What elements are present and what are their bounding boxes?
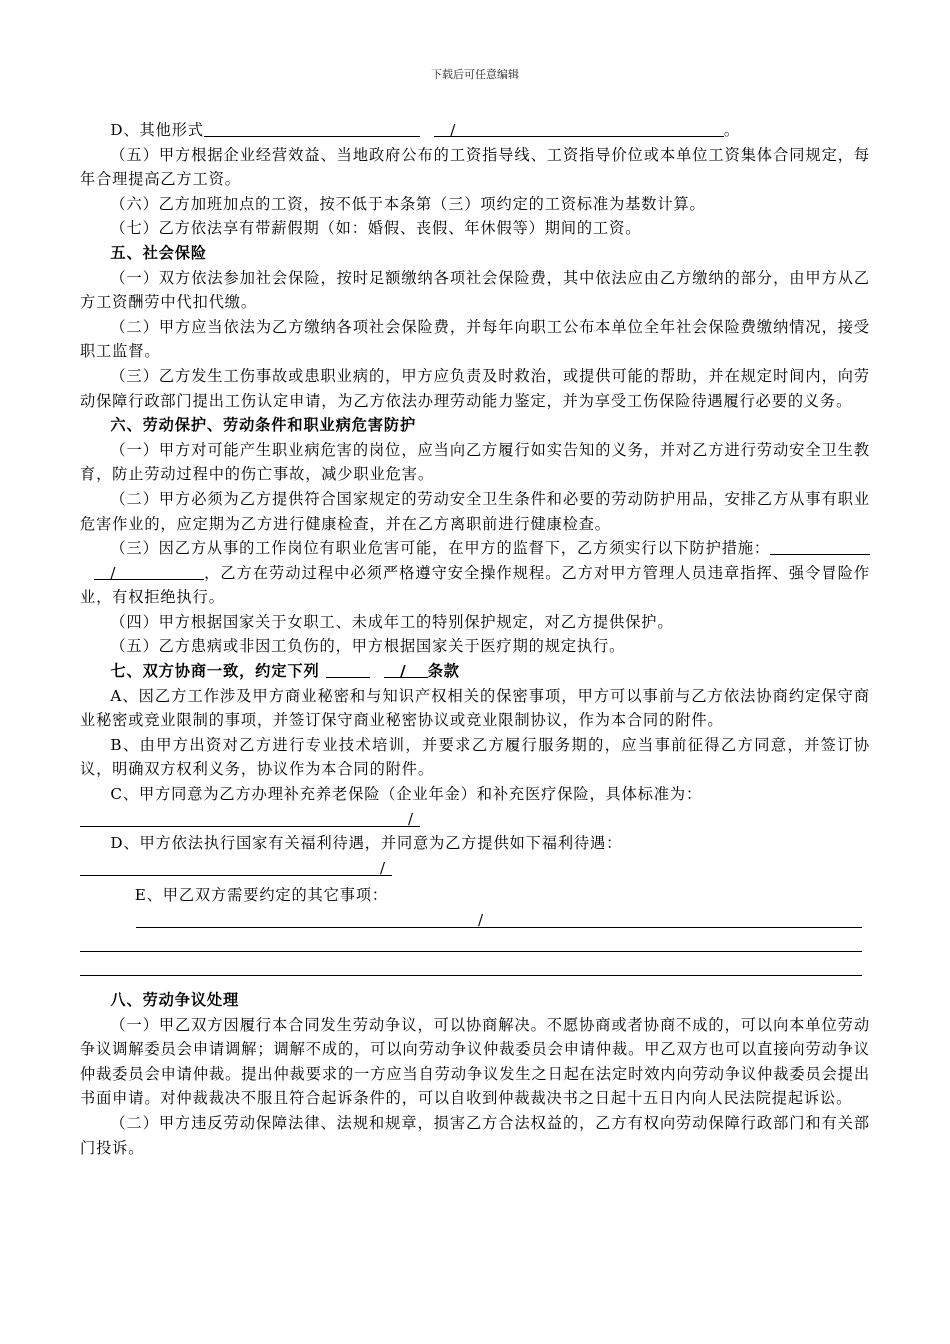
clause-6-1: （一）甲方对可能产生职业病危害的岗位，应当向乙方履行如实告知的义务，并对乙方进行劳动安全卫生教育，防止劳动过程中的伤亡事故，减少职业危害。 [80, 440, 870, 484]
fill-blank[interactable] [384, 661, 428, 678]
clause-7-d: D、甲方依法执行国家有关福利待遇，并同意为乙方提供如下福利待遇： [110, 834, 623, 853]
clause-text: （三）因乙方从事的工作岗位有职业危害可能，在甲方的监督下，乙方须实行以下防护措施： [110, 539, 770, 558]
clause-5-2: （二）甲方应当依法为乙方缴纳各项社会保险费，并每年向职工公布本单位全年社会保险费缴纳情况，接受职工监督。 [80, 317, 870, 361]
clause-6-5: （五）乙方患病或非因工负伤的，甲方根据国家关于医疗期的规定执行。 [110, 637, 626, 656]
fill-blank[interactable] [434, 120, 724, 137]
clause-7-a: A、因乙方工作涉及甲方商业秘密和与知识产权相关的保密事项，甲方可以事前与乙方依法协商约定保守商业秘密或竞业限制的事项，并签订保守商业秘密协议或竞业限制协议，作为本合同的附件。 [80, 686, 870, 730]
clause-7-c-blank-line[interactable] [80, 807, 870, 832]
clause-6-2: （二）甲方必须为乙方提供符合国家规定的劳动安全卫生条件和必要的劳动防护用品，安排乙方从事有职业危害作业的，应定期为乙方进行健康检查，并在乙方离职前进行健康检查。 [80, 489, 870, 533]
period: 。 [723, 121, 740, 139]
slash-mark: / [450, 121, 457, 139]
clause-6-4: （四）甲方根据国家关于女职工、未成年工的特别保护规定，对乙方提供保护。 [110, 612, 674, 631]
clause-4-5: （五）甲方根据企业经营效益、当地政府公布的工资指导线、工资指导价位或本单位工资集体合同规定，每年合理提高乙方工资。 [80, 145, 870, 189]
clause-4-7: （七）乙方依法享有带薪假期（如：婚假、丧假、年休假等）期间的工资。 [110, 219, 642, 238]
slash-mark: / [408, 809, 414, 828]
fill-blank[interactable] [770, 538, 870, 555]
fill-blank[interactable] [326, 661, 370, 678]
contract-body [80, 118, 870, 1160]
fill-line[interactable] [80, 975, 862, 976]
clause-7-e-blank-line-1[interactable] [80, 908, 870, 934]
clause-7-d-blank-line[interactable] [80, 856, 870, 881]
fill-line[interactable] [80, 826, 420, 827]
clause-label: D、其他形式 [110, 121, 204, 139]
section-title-text: 七、双方协商一致，约定下列 [110, 662, 320, 681]
page-header-note: 下载后可任意编辑 [431, 68, 519, 81]
clause-8-1: （一）甲乙双方因履行本合同发生劳动争议，可以协商解决。不愿协商或者协商不成的，可以向本单位劳动争议调解委员会申请调解；调解不成的，可以向劳动争议仲裁委员会申请仲裁。甲乙双方也可以直接向劳动争议仲裁委员会申请仲裁。提出仲裁要求的一方应当自劳动争议发生之日起在法定时效内向劳动争议仲裁委员会提出书面申请。对仲裁裁决不服且符合起诉条件的，可以自收到仲裁裁决书之日起十五日内向人民法院提起诉讼。 [80, 1015, 870, 1108]
fill-blank[interactable] [204, 120, 420, 137]
clause-7-e-blank-line-2[interactable] [80, 934, 870, 958]
clause-7-c: C、甲方同意为乙方办理补充养老保险（企业年金）和补充医疗保险，具体标准为： [110, 785, 703, 804]
section-8-title: 八、劳动争议处理 [110, 991, 240, 1009]
clause-7-e: E、甲乙双方需要约定的其它事项： [134, 886, 389, 905]
slash-mark: / [380, 858, 386, 877]
section-title-text: 条款 [427, 662, 460, 681]
clause-7-e-blank-line-3[interactable] [80, 958, 870, 982]
slash-mark: / [400, 662, 407, 681]
clause-text: ，乙方在劳动过程中必须严格遵守安全操作规程。乙方对甲方管理人员违章指挥、强令冒险作业，有权拒绝执行。 [80, 563, 870, 607]
slash-mark: / [478, 911, 484, 929]
fill-line[interactable] [80, 875, 392, 876]
clause-6-3 [80, 536, 870, 610]
clause-8-2: （二）甲方违反劳动保障法律、法规和规章，损害乙方合法权益的，乙方有权向劳动保障行政部门和有关部门投诉。 [80, 1113, 870, 1157]
section-5-title: 五、社会保险 [110, 243, 207, 262]
fill-line[interactable] [136, 927, 862, 928]
section-7-title [80, 659, 870, 684]
fill-line[interactable] [80, 951, 862, 952]
clause-7-b: B、由甲方出资对乙方进行专业技术培训，并要求乙方履行服务期的，应当事前征得乙方同意，并签订协议，明确双方权利义务，协议作为本合同的附件。 [80, 735, 870, 779]
section-6-title: 六、劳动保护、劳动条件和职业病危害防护 [110, 416, 417, 435]
clause-5-1: （一）双方依法参加社会保险，按时足额缴纳各项社会保险费，其中依法应由乙方缴纳的部分，由甲方从乙方工资酬劳中代扣代缴。 [80, 268, 870, 312]
clause-4-d [80, 118, 870, 143]
clause-4-6: （六）乙方加班加点的工资，按不低于本条第（三）项约定的工资标准为基数计算。 [110, 194, 706, 213]
clause-5-3: （三）乙方发生工伤事故或患职业病的，甲方应负责及时救治，或提供可能的帮助，并在规定时间内，向劳动保障行政部门提出工伤认定申请，为乙方依法办理劳动能力鉴定，并为享受工伤保险待遇履行必要的义务。 [80, 366, 870, 410]
slash-mark: / [110, 563, 117, 582]
fill-blank[interactable] [94, 563, 204, 580]
